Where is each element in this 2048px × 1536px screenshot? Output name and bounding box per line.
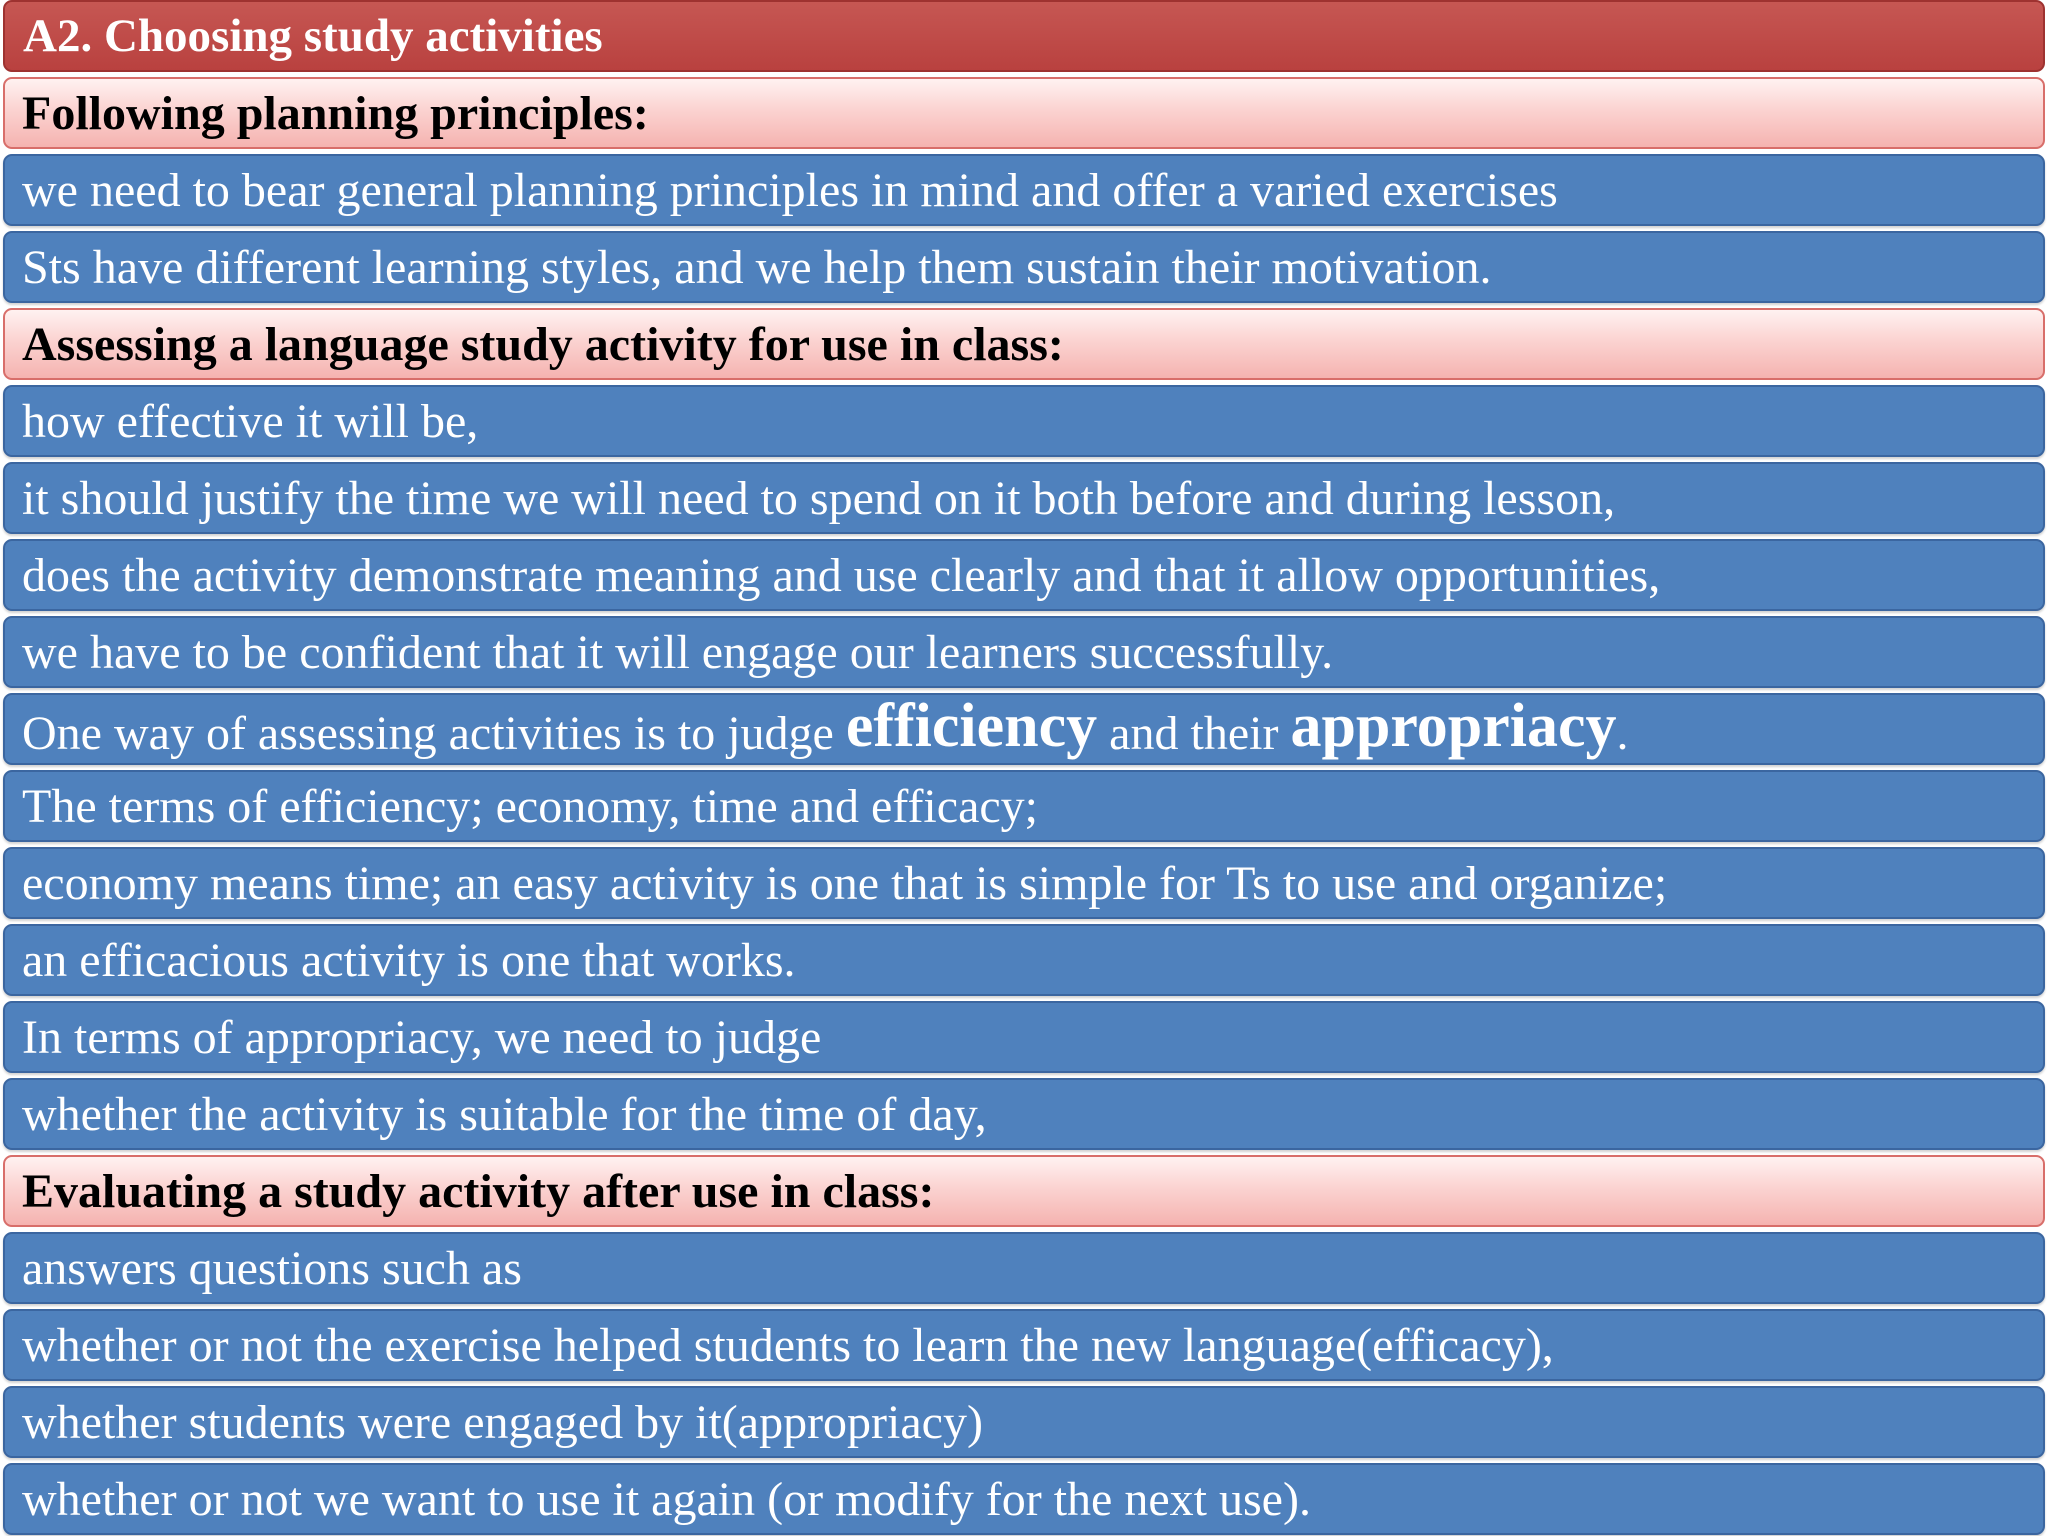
bullet-row xyxy=(3,385,2045,457)
bullet-row xyxy=(3,770,2045,842)
term-appropriacy: appropriacy xyxy=(1290,693,1617,760)
bullet-row xyxy=(3,1463,2045,1535)
bullet-row xyxy=(3,1309,2045,1381)
bullet-row-emphasis xyxy=(3,693,2045,765)
judge-text-middle: and their xyxy=(1097,706,1291,760)
bullet-text: we have to be confident that it will engage our learners successfully. xyxy=(22,625,1334,679)
bullet-row xyxy=(3,924,2045,996)
bullet-row xyxy=(3,154,2045,226)
bullet-row xyxy=(3,1232,2045,1304)
bullet-text: whether the activity is suitable for the time of day, xyxy=(22,1087,987,1141)
bullet-text: whether students were engaged by it(appropriacy) xyxy=(22,1395,983,1449)
term-efficiency: efficiency xyxy=(845,693,1098,760)
bullet-text: whether or not the exercise helped students to learn the new language(efficacy), xyxy=(22,1318,1554,1372)
section-heading-planning xyxy=(3,77,2045,149)
bullet-text xyxy=(22,694,1629,765)
bullet-row xyxy=(3,1078,2045,1150)
bullet-row xyxy=(3,1001,2045,1073)
section-heading-assessing-text: Assessing a language study activity for use in class: xyxy=(22,317,1064,371)
bullet-text: whether or not we want to use it again (or modify for the next use). xyxy=(22,1472,1311,1526)
bullet-row xyxy=(3,847,2045,919)
section-heading-evaluating-text: Evaluating a study activity after use in class: xyxy=(22,1164,935,1218)
bullet-text: In terms of appropriacy, we need to judge xyxy=(22,1010,822,1064)
bullet-row xyxy=(3,231,2045,303)
bullet-text: it should justify the time we will need to spend on it both before and during lesson, xyxy=(22,471,1616,525)
bullet-row xyxy=(3,616,2045,688)
slide-title-text: A2. Choosing study activities xyxy=(23,10,603,62)
bullet-text: does the activity demonstrate meaning and use clearly and that it allow opportunities, xyxy=(22,548,1661,602)
bullet-text: answers questions such as xyxy=(22,1241,522,1295)
section-heading-assessing xyxy=(3,308,2045,380)
bullet-text: how effective it will be, xyxy=(22,394,479,448)
bullet-row xyxy=(3,462,2045,534)
bullet-text: we need to bear general planning principles in mind and offer a varied exercises xyxy=(22,163,1558,217)
bullet-row xyxy=(3,1386,2045,1458)
judge-text-after: . xyxy=(1616,706,1629,760)
judge-text-before: One way of assessing activities is to judge xyxy=(22,706,846,760)
bullet-row xyxy=(3,539,2045,611)
bullet-text: Sts have different learning styles, and we help them sustain their motivation. xyxy=(22,240,1492,294)
section-heading-evaluating xyxy=(3,1155,2045,1227)
bullet-text: The terms of efficiency; economy, time and efficacy; xyxy=(22,779,1039,833)
section-heading-planning-text: Following planning principles: xyxy=(22,86,649,140)
slide-title xyxy=(3,0,2045,72)
bullet-text: economy means time; an easy activity is one that is simple for Ts to use and organize; xyxy=(22,856,1668,910)
bullet-text: an efficacious activity is one that works. xyxy=(22,933,796,987)
